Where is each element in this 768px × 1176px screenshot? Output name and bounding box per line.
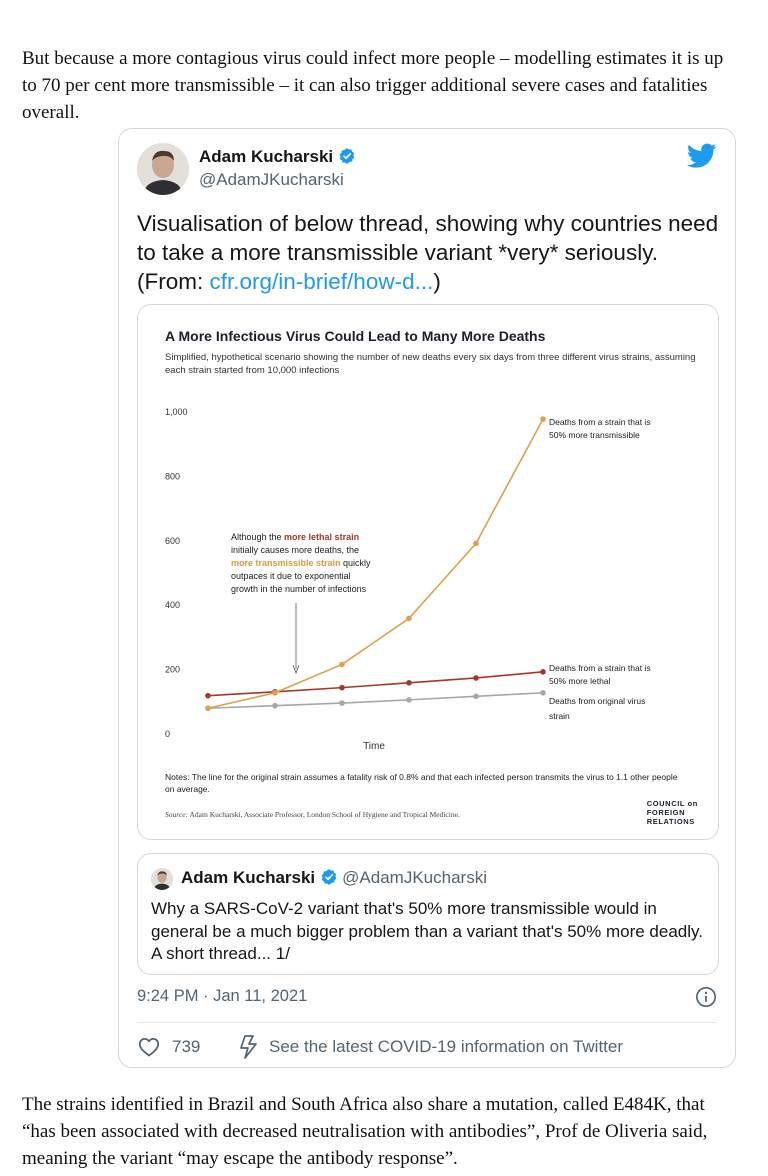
data-point (473, 675, 479, 681)
data-point (540, 416, 546, 422)
series-line (208, 693, 543, 708)
covid-info-link[interactable]: See the latest COVID-19 information on Twitter (269, 1037, 624, 1056)
data-point (473, 694, 479, 700)
chart-source: Source: Adam Kucharski, Associate Professor, London School of Hygiene and Tropical Medicine. (165, 810, 460, 819)
twitter-bird-icon[interactable] (687, 143, 717, 174)
data-point (406, 680, 412, 686)
data-point (339, 685, 345, 691)
y-tick-label: 800 (165, 471, 181, 482)
y-tick-label: 1,000 (165, 407, 188, 417)
tweet-author-name[interactable]: Adam Kucharski (199, 147, 356, 170)
chart-subtitle: Simplified, hypothetical scenario showing the number of new deaths every six days from three different virus strains, assuming each strain started from 10,000 infections (165, 352, 696, 376)
line-chart (138, 305, 718, 839)
annotation-text: more transmissible strain quickly (231, 558, 371, 568)
quoted-tweet-text: Why a SARS-CoV-2 variant that's 50% more transmissible would in general be a much bigger problem than a variant that's 50% more deadly. A short thread... 1/ (151, 899, 703, 963)
verified-badge-icon (320, 868, 338, 891)
tweet-link[interactable]: cfr.org/in-brief/how-d... (209, 269, 434, 294)
y-tick-label: 200 (165, 664, 181, 675)
avatar[interactable] (137, 143, 189, 195)
like-count[interactable]: 739 (172, 1037, 201, 1056)
y-tick-label: 600 (165, 535, 181, 546)
heart-icon[interactable] (137, 1035, 161, 1064)
embedded-tweet[interactable] (118, 128, 736, 1068)
data-point (205, 705, 211, 711)
series-label: Deaths from original virus (549, 696, 646, 706)
series-label: strain (549, 711, 570, 721)
chart-image[interactable] (137, 304, 719, 840)
x-axis-label: Time (363, 741, 385, 752)
data-point (540, 690, 546, 696)
series-line (208, 672, 543, 696)
series-label: 50% more transmissible (549, 430, 640, 440)
tweet-author-handle[interactable]: @AdamJKucharski (199, 170, 344, 189)
chart-title: A More Infectious Virus Could Lead to Many More Deaths (165, 328, 546, 344)
divider (137, 1022, 717, 1023)
series-label: Deaths from a strain that is (549, 417, 651, 427)
article-paragraph-bottom: The strains identified in Brazil and South Africa also share a mutation, called E484K, that “has been associated with decreased neutralisation with antibodies”, Prof de Oliveria said, meaning the variant “may escape the antibody response”. (22, 1094, 708, 1169)
annotation-text: initially causes more deaths, the (231, 545, 360, 555)
cfr-logo: COUNCIL on FOREIGN RELATIONS (646, 799, 698, 826)
article-paragraph-top: But because a more contagious virus could infect more people – modelling estimates it is up to 70 per cent more transmissible – it can also trigger additional severe cases and fatalities overall. (22, 48, 724, 123)
series-label: Deaths from a strain that is (549, 663, 651, 673)
data-point (339, 700, 345, 706)
tweet-timestamp[interactable]: 9:24 PM · Jan 11, 2021 (137, 987, 308, 1005)
data-point (205, 693, 211, 699)
data-point (473, 541, 479, 547)
quoted-avatar[interactable] (151, 868, 173, 890)
data-point (272, 703, 278, 709)
tweet-text: Visualisation of below thread, showing why countries need to take a more transmissible variant *very* seriously. (From: cfr.org/in-brief/how-d...) (137, 211, 719, 294)
series-label: 50% more lethal (549, 676, 611, 686)
chart-notes: Notes: The line for the original strain assumes a fatality risk of 0.8% and that each infected person transmits the virus to 1.1 other people on average. (165, 772, 678, 794)
annotation-text: growth in the number of infections (231, 584, 367, 594)
verified-badge-icon (338, 147, 356, 170)
annotation-text: Although the more lethal strain (231, 532, 360, 542)
data-point (339, 662, 345, 668)
data-point (540, 669, 546, 675)
annotation-text: outpaces it due to exponential (231, 571, 351, 581)
quoted-author[interactable]: Adam Kucharski @AdamJKucharski (181, 868, 487, 891)
y-tick-label: 0 (165, 729, 171, 739)
y-tick-label: 400 (165, 600, 181, 611)
data-point (406, 697, 412, 703)
info-icon[interactable] (695, 986, 717, 1013)
quoted-tweet[interactable] (137, 853, 719, 975)
lightning-icon[interactable] (237, 1034, 261, 1065)
quoted-handle: @AdamJKucharski (342, 868, 487, 887)
data-point (272, 690, 278, 696)
data-point (406, 616, 412, 622)
